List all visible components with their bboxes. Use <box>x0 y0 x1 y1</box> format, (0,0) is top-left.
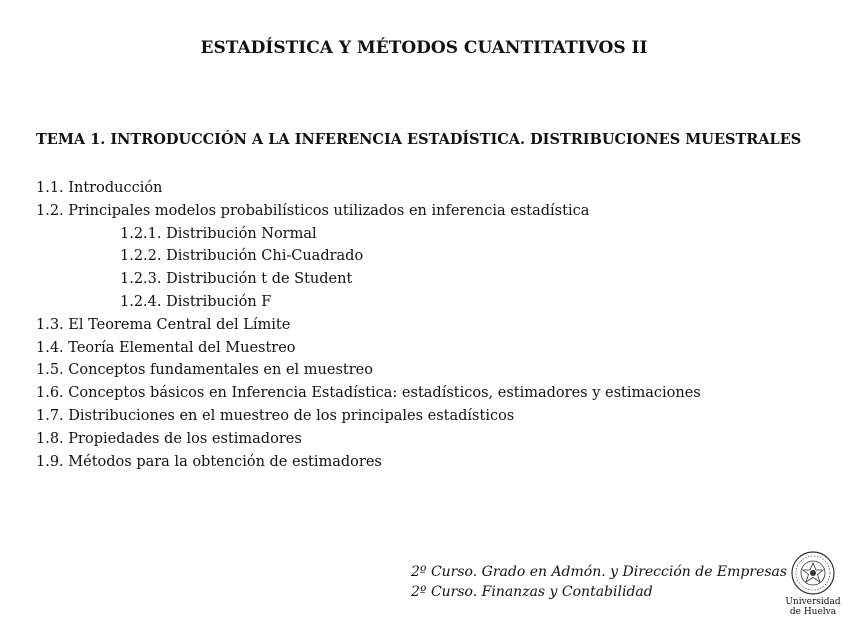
toc-item: 1.8. Propiedades de los estimadores <box>36 430 302 447</box>
toc-item: 1.5. Conceptos fundamentales en el muestreo <box>36 362 373 379</box>
toc-item: 1.9. Métodos para la obtención de estimadores <box>36 453 382 470</box>
toc-item: 1.7. Distribuciones en el muestreo de los principales estadísticos <box>36 407 515 424</box>
chapter-heading: TEMA 1. INTRODUCCIÓN A LA INFERENCIA ESTADÍSTICA. DISTRIBUCIONES MUESTRALES <box>36 131 802 148</box>
toc-item: 1.4. Teoría Elemental del Muestreo <box>36 339 296 356</box>
toc-subitem: 1.2.4. Distribución F <box>120 293 272 310</box>
toc-item: 1.6. Conceptos básicos en Inferencia Estadística: estadísticos, estimadores y estimaciones <box>36 385 701 402</box>
document-title: ESTADÍSTICA Y MÉTODOS CUANTITATIVOS II <box>200 38 648 58</box>
university-seal-icon <box>790 550 836 596</box>
toc-item: 1.1. Introducción <box>36 180 163 196</box>
toc-subitem: 1.2.2. Distribución Chi-Cuadrado <box>120 248 364 265</box>
toc-subitem: 1.2.3. Distribución t de Student <box>120 271 353 288</box>
course-line-1: 2º Curso. Grado en Admón. y Dirección de Empresas <box>411 564 788 580</box>
course-line-2: 2º Curso. Finanzas y Contabilidad <box>411 584 653 600</box>
university-name: Universidad de Huelva <box>785 597 841 617</box>
course-footer <box>411 562 787 602</box>
table-of-contents <box>36 177 701 473</box>
toc-item: 1.3. El Teorema Central del Límite <box>36 316 291 333</box>
toc-subitem: 1.2.1. Distribución Normal <box>120 225 317 242</box>
toc-item: 1.2. Principales modelos probabilísticos utilizados en inferencia estadística <box>36 202 590 219</box>
